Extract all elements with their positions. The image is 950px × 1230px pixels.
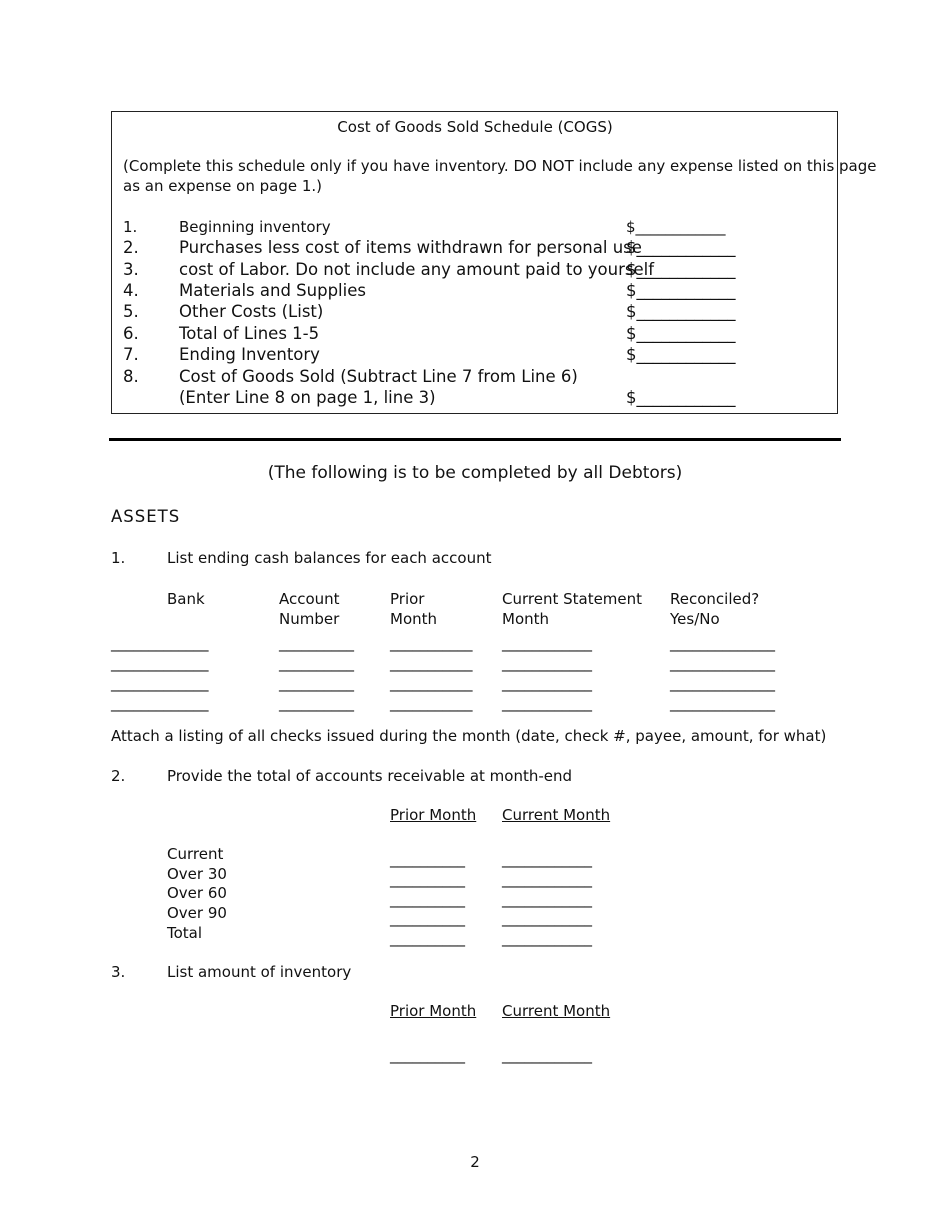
q1-entry-blank[interactable]: ____________ (502, 654, 592, 672)
cogs-title: Cost of Goods Sold Schedule (COGS) (337, 118, 613, 136)
assets-heading: ASSETS (111, 507, 181, 526)
cogs-item-label: Purchases less cost of items withdrawn for personal use (179, 238, 642, 257)
cogs-item-label: cost of Labor. Do not include any amount paid to yourself (179, 260, 655, 279)
q3-number: 3. (111, 963, 126, 981)
q1-column-header: Current Statement (502, 590, 643, 608)
q2-current-month-blank[interactable]: ____________ (502, 929, 592, 947)
cogs-item-amount-blank[interactable]: $____________ (626, 324, 736, 343)
cogs-item-number: 5. (123, 302, 139, 321)
q1-entry-blank[interactable]: __________ (279, 654, 354, 672)
cogs-item-amount-blank[interactable]: $____________ (626, 281, 736, 300)
q2-row-label: Over 90 (167, 904, 227, 922)
cogs-item-number: 6. (123, 324, 139, 343)
q3-prior-month-header: Prior Month (390, 1002, 477, 1020)
q1-column-header-line2: Number (279, 610, 340, 628)
q3-current-month-blank[interactable]: ____________ (502, 1046, 592, 1064)
cogs-item-number: 2. (123, 238, 139, 257)
q2-prior-month-blank[interactable]: __________ (390, 870, 465, 888)
q1-entry-blank[interactable]: _____________ (111, 654, 209, 672)
q2-prior-month-blank[interactable]: __________ (390, 890, 465, 908)
q1-entry-blank[interactable]: __________ (279, 634, 354, 652)
q1-attach-note: Attach a listing of all checks issued during the month (date, check #, payee, amount, for what) (111, 727, 827, 745)
q2-current-month-blank[interactable]: ____________ (502, 870, 592, 888)
cogs-item-number: 7. (123, 345, 139, 364)
q2-current-month-blank[interactable]: ____________ (502, 850, 592, 868)
q1-text: List ending cash balances for each account (167, 549, 492, 567)
cogs-item-number: 8. (123, 367, 139, 386)
q2-row-label: Over 30 (167, 865, 227, 883)
cogs-note-line2: as an expense on page 1.) (123, 177, 322, 195)
q3-current-month-header: Current Month (502, 1002, 611, 1020)
cogs-item-number: 1. (123, 218, 138, 236)
q2-prior-month-blank[interactable]: __________ (390, 909, 465, 927)
q1-column-header-line2: Month (502, 610, 550, 628)
cogs-item-label: Materials and Supplies (179, 281, 366, 300)
debtors-heading: (The following is to be completed by all Debtors) (267, 463, 683, 483)
q1-entry-blank[interactable]: ______________ (670, 654, 775, 672)
q1-column-header-line2: Month (390, 610, 438, 628)
q1-entry-blank[interactable]: ___________ (390, 654, 473, 672)
q2-text: Provide the total of accounts receivable at month-end (167, 767, 573, 785)
q1-entry-blank[interactable]: __________ (279, 674, 354, 692)
cogs-item-amount-blank[interactable]: $____________ (626, 260, 736, 279)
cogs-item-label: Cost of Goods Sold (Subtract Line 7 from Line 6) (179, 367, 578, 386)
q2-current-month-blank[interactable]: ____________ (502, 909, 592, 927)
q1-column-header: Account (279, 590, 340, 608)
cogs-item-number: 3. (123, 260, 139, 279)
q1-entry-blank[interactable]: _____________ (111, 634, 209, 652)
q2-number: 2. (111, 767, 126, 785)
cogs-item8-blank[interactable]: $____________ (626, 388, 736, 407)
q1-entry-blank[interactable]: __________ (279, 694, 354, 712)
q1-entry-blank[interactable]: ____________ (502, 674, 592, 692)
q1-entry-blank[interactable]: ______________ (670, 674, 775, 692)
q1-number: 1. (111, 549, 126, 567)
q2-current-month-blank[interactable]: ____________ (502, 890, 592, 908)
q1-column-header: Reconciled? (670, 590, 760, 608)
cogs-item-amount-blank[interactable]: $____________ (626, 218, 726, 236)
cogs-item-amount-blank[interactable]: $____________ (626, 345, 736, 364)
cogs-item-number: 4. (123, 281, 139, 300)
q3-prior-month-blank[interactable]: __________ (390, 1046, 465, 1064)
q1-entry-blank[interactable]: ___________ (390, 634, 473, 652)
q1-entry-blank[interactable]: ____________ (502, 694, 592, 712)
cogs-item8-line2: (Enter Line 8 on page 1, line 3) (179, 388, 436, 407)
q2-current-month-header: Current Month (502, 806, 611, 824)
q3-text: List amount of inventory (167, 963, 352, 981)
q1-column-header: Prior (390, 590, 425, 608)
q2-prior-month-blank[interactable]: __________ (390, 850, 465, 868)
q1-entry-blank[interactable]: _____________ (111, 694, 209, 712)
q1-column-header-line2: Yes/No (670, 610, 720, 628)
q2-row-label: Over 60 (167, 884, 227, 902)
q1-entry-blank[interactable]: ___________ (390, 694, 473, 712)
q1-entry-blank[interactable]: ______________ (670, 634, 775, 652)
q1-entry-blank[interactable]: ______________ (670, 694, 775, 712)
cogs-item-amount-blank[interactable]: $____________ (626, 238, 736, 257)
cogs-item-label: Total of Lines 1-5 (179, 324, 320, 343)
section-divider (109, 438, 841, 441)
q1-entry-blank[interactable]: _____________ (111, 674, 209, 692)
q2-prior-month-header: Prior Month (390, 806, 477, 824)
q2-row-label: Current (167, 845, 224, 863)
cogs-item-label: Other Costs (List) (179, 302, 324, 321)
q2-row-label: Total (167, 924, 203, 942)
cogs-item-label: Beginning inventory (179, 218, 331, 236)
cogs-note-line1: (Complete this schedule only if you have inventory. DO NOT include any expense listed on this page (123, 157, 877, 175)
page-number: 2 (470, 1153, 480, 1171)
q1-entry-blank[interactable]: ___________ (390, 674, 473, 692)
q1-entry-blank[interactable]: ____________ (502, 634, 592, 652)
q1-column-header: Bank (167, 590, 205, 608)
cogs-item-amount-blank[interactable]: $____________ (626, 302, 736, 321)
q2-prior-month-blank[interactable]: __________ (390, 929, 465, 947)
cogs-item-label: Ending Inventory (179, 345, 320, 364)
